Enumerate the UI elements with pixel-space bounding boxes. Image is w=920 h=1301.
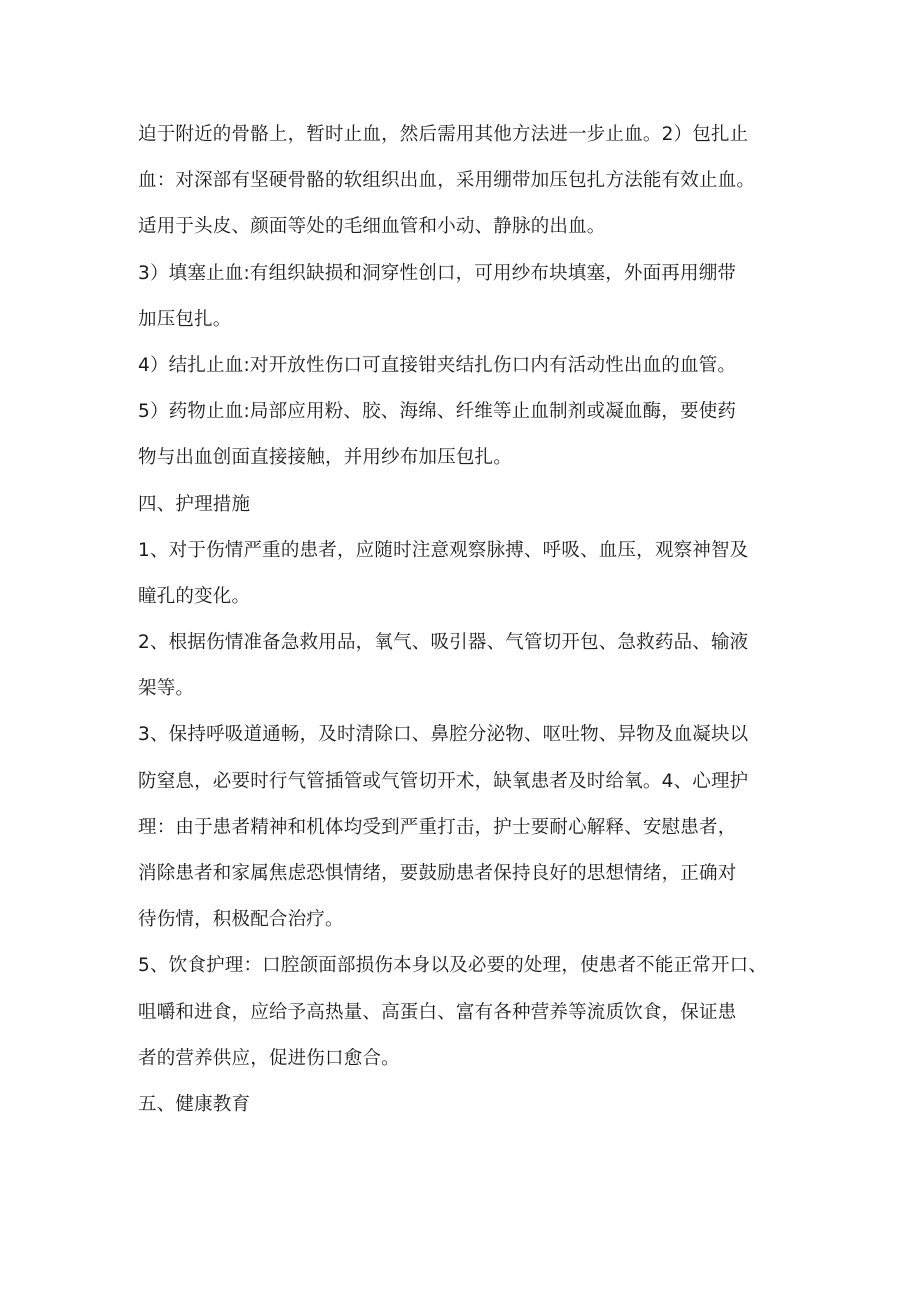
- text-line: 咀嚼和进食，应给予高热量、高蛋白、富有各种营养等流质饮食，保证患: [138, 1001, 737, 1023]
- text-line: 架等。: [138, 678, 195, 700]
- text-line: 3、保持呼吸道通畅，及时清除口、鼻腔分泌物、呕吐物、异物及血凝块以: [138, 724, 749, 746]
- text-line: 者的营养供应，促进伤口愈合。: [138, 1047, 400, 1069]
- text-line: 1、对于伤情严重的患者，应随时注意观察脉搏、呼吸、血压，观察神智及: [138, 539, 749, 561]
- text-line: 物与出血创面直接接触，并用纱布加压包扎。: [138, 447, 513, 469]
- text-line: 4）结扎止血:对开放性伤口可直接钳夹结扎伤口内有活动性出血的血管。: [138, 354, 737, 376]
- text-line: 消除患者和家属焦虑恐惧情绪，要鼓励患者保持良好的思想情绪，正确对: [138, 863, 737, 884]
- text-line: 防窒息，必要时行气管插管或气管切开术，缺氧患者及时给氧。4、心理护: [138, 770, 749, 792]
- text-line: 适用于头皮、颜面等处的毛细血管和小动、静脉的出血。: [138, 216, 606, 238]
- section-heading: 五、健康教育: [138, 1093, 251, 1115]
- text-line: 理：由于患者精神和机体均受到严重打击，护士要耐心解释、安慰患者，: [138, 816, 737, 838]
- text-line: 2、根据伤情准备急救用品，氧气、吸引器、气管切开包、急救药品、输液: [138, 632, 749, 654]
- text-line: 加压包扎。: [138, 308, 232, 330]
- text-line: 瞳孔的变化。: [138, 585, 251, 607]
- text-line: 5）药物止血:局部应用粉、胶、海绵、纤维等止血制剂或凝血酶，要使药: [138, 401, 737, 423]
- text-line: 血：对深部有坚硬骨骼的软组织出血，采用绷带加压包扎方法能有效止血。: [138, 170, 756, 192]
- document-body: [138, 112, 798, 1128]
- text-line: 5、饮食护理：口腔颌面部损伤本身以及必要的处理，使患者不能正常开口、: [138, 955, 768, 977]
- text-line: 待伤情，积极配合治疗。: [138, 909, 344, 931]
- text-line: 迫于附近的骨骼上，暂时止血，然后需用其他方法进一步止血。2）包扎止: [138, 124, 749, 145]
- text-line: 3）填塞止血:有组织缺损和洞穿性创口，可用纱布块填塞，外面再用绷带: [138, 262, 737, 284]
- section-heading: 四、护理措施: [138, 493, 251, 515]
